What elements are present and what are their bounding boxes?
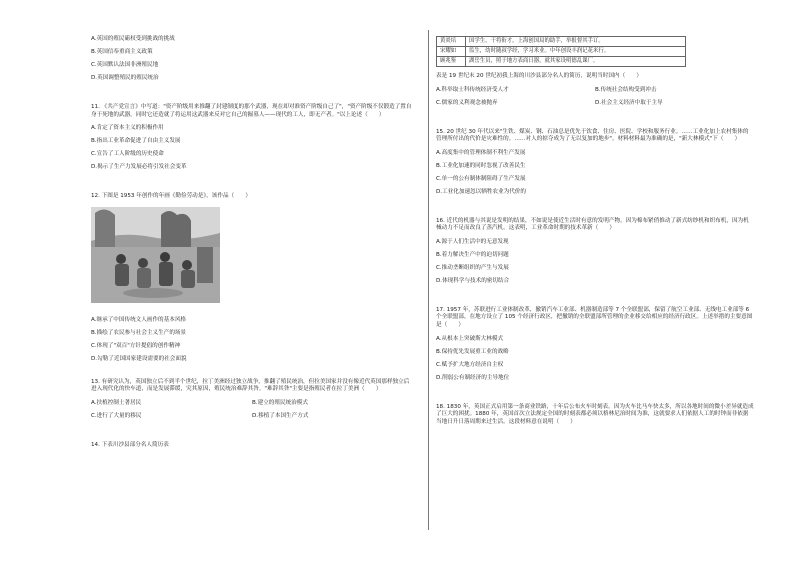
q16-option-c: C.推动垄断组织的产生与发展 [436, 264, 509, 271]
q10-option-a: A.英国的殖民霸权受到挑战的挑战 [91, 36, 175, 42]
table-row [437, 57, 686, 67]
q17-stem: 17. 1957 年，苏联进行工业体制改革，撤销汽车工业部、机器制造部等 7 个全联盟部，保留了航空工业部、无线电工业部等 6 个全联盟部，在地方设立了 105 个经济行政区，把撤销的全联盟部所管理的企业移交给相应的经济行政区。上述举措的主要意图是（ ） [436, 306, 753, 328]
table-row [437, 47, 686, 57]
q12-option-d: D.勾勒了近国国家建设需要的社会面貌 [91, 355, 187, 362]
q16-stem: 16. 近代的机器与其说是发明的结果，不如说是使近生活时有意的发明产物。因为棉布紧俏推动了新式纺纱机和织布机，因为机械动力不足而改良了蒸汽机。这表明，工业革命时期的技术革新（ ） [436, 217, 749, 232]
q15-option-c: C.单一的公有制体制阻碍了生产发展 [436, 175, 526, 182]
left-column [91, 36, 413, 455]
q14-options-row-1 [436, 87, 754, 95]
q15-option-d: D.工业化加速忽以牺牲农业为代价的 [436, 188, 526, 195]
q12-painting-image [91, 207, 220, 303]
q10-option-c: C.英国默认法国非洲殖民地 [91, 61, 159, 68]
q11-option-d: D.揭示了生产力发展必将引发社会变革 [91, 164, 187, 171]
biography-table [436, 36, 686, 67]
q14-option-a: A.科举取士科传统经济受人才 [436, 86, 509, 93]
q14-options-row-2 [436, 100, 754, 108]
q11-option-c: C.宣告了工人阶级的历史使命 [91, 151, 164, 158]
q11-stem: 11. 《共产党宣言》中写道："资产阶级用来推翻了封建制度的那个武器，现在却对准资产阶级自己了"，"资产阶级不仅锻造了置自身于死地的武器，同时它还造就了将运用这武器来反对它自己的掘墓人——现代的工人，即无产者。"以上论述（ ） [91, 103, 412, 118]
q10-option-b: B.英国信奉重商主义政策 [91, 48, 153, 55]
q15-option-a: A.高度集中的管理体制不利生产发展 [436, 149, 526, 156]
q13-option-a: A.扶植控制土著居民 [91, 399, 142, 406]
q18-stem: 18. 1830 年，英国正式启用第一条商业铁路，十年后公布火车时刻表。因为火车比马车快太多，所以各地时间的微小差异就造成了巨大的困扰。1880 年，英国首次立法规定全国的时刻表都必须以格林尼治时间为准，这就要求人们依据人工的时钟而非依据当地日升日落周期来过生活。这段材料意在说明（ ） [436, 403, 754, 425]
q16-option-d: D.体现科学与技术的密切结合 [436, 277, 510, 284]
table-row [437, 37, 686, 47]
q13-option-c: C.进行了大量的移民 [91, 412, 142, 419]
q13-stem: 13. 有研究认为，英国独立后不到半个世纪，拉丁美洲经过独立战争，推翻了殖民统治，但拉美国家并没有像近代英国那样独立后进入现代化的快车道，而是发展滞缓，究其原因，殖民统治难辞其咎。"难辞其咎"主要是指殖民者在拉丁美洲（ ） [91, 378, 410, 393]
q12-option-a: A.继承了中国传统文人画作的基本风格 [91, 316, 187, 323]
q13-options-row-2 [91, 413, 413, 421]
right-column [436, 36, 754, 432]
q13-options-row-1 [91, 400, 413, 408]
q17-option-c: C.赋予扩大地方经济自主权 [436, 361, 504, 368]
q12-option-c: C.体现了"双百"方针提倡的创作精神 [91, 342, 181, 349]
table-cell-text: 湖岳生员，照于地方表商日器，就其家设明德乱课厂。 [466, 57, 686, 67]
q17-option-d: D.削弱公有制经济的主导地位 [436, 374, 510, 381]
column-divider [428, 30, 429, 530]
q11-option-b: B.指出工业革命促进了自由主义发展 [91, 138, 181, 145]
q13-option-d: D.移植了本国生产方式 [252, 412, 309, 419]
table-cell-name: 黄炎培 [437, 37, 466, 47]
q15-option-b: B.工业化加速的同时忽视了改善民生 [436, 162, 526, 169]
q14-option-d: D.社会主义经济中取于主导 [595, 99, 663, 106]
q16-option-b: B.着力解决生产中的迫切问题 [436, 251, 509, 258]
q10-option-d: D.英国调整殖民的殖民统治 [91, 74, 159, 81]
table-cell-text: 国学生。干将衔才，上海创国局的助手，举报督其手订。 [466, 37, 686, 47]
table-cell-name: 宋耀如 [437, 47, 466, 57]
q11-option-a: A.肯定了资本主义的积极作用 [91, 125, 164, 132]
q14-continuation: 表是 19 世纪末 20 世纪初我上海的川沙县部分名人的简历，说明当时国内（ ） [436, 73, 642, 79]
table-cell-name: 顾兆鉴 [437, 57, 466, 67]
q14-stem: 14. 下表川沙县部分名人简历表 [91, 441, 169, 448]
table-cell-text: 监生，幼时随叔学经，学习米业。中年创设丰润记花米行。 [466, 47, 686, 57]
q16-option-a: A.源于人们生活中的无意发现 [436, 238, 509, 245]
q17-option-a: A.从根本上突破斯大林模式 [436, 335, 504, 342]
painting-illustration [91, 207, 220, 303]
q13-option-b: B.建立的殖民统治模式 [252, 399, 308, 406]
q14-option-c: C.儒家的义利观念被抛弃 [436, 99, 498, 106]
q12-stem: 12. 下图是 1953 年创作的年画《勤俭劳动是》，该作品（ ） [91, 193, 251, 200]
q15-stem: 15. 20 世纪 30 年代以来"生铁、煤炭、钢、石油总是优先于饮食、住房、医院、学校和服务行业。……工业化加上农村集体的管理所付出的代价是灾难性的。……对人的掠夺成为了无以复加的地步"。材料材料最为准确的是，"新大林模式"下（ ） [436, 128, 749, 143]
q14-option-b: B.传统社会结构受到冲击 [595, 86, 657, 93]
q17-option-b: B.保持优先发展重工业的战略 [436, 348, 509, 355]
q12-option-b: B.描绘了农民参与社会主义生产的场景 [91, 329, 187, 336]
